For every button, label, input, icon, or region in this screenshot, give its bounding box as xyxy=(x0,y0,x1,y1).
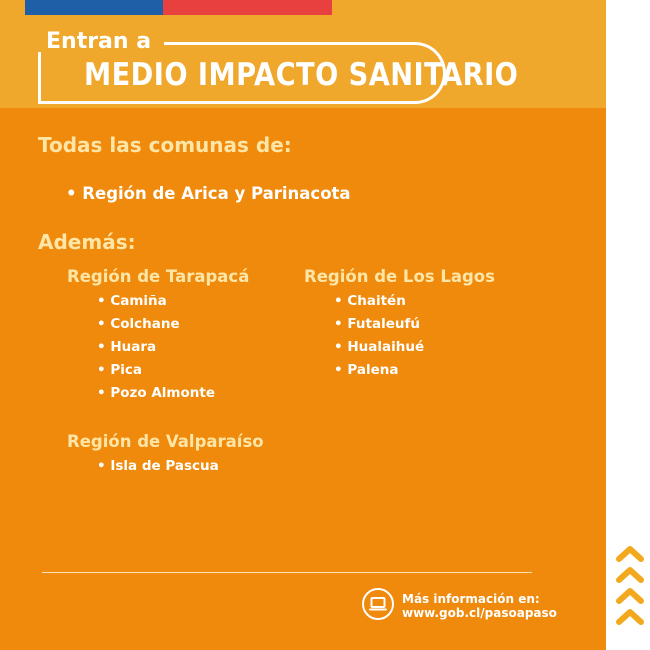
list-item: • Palena xyxy=(334,362,399,378)
intro-label: Entran a xyxy=(46,29,152,54)
list-item: • Pozo Almonte xyxy=(97,385,215,401)
flag-stripe-red xyxy=(163,0,332,15)
region-heading-los-lagos: Región de Los Lagos xyxy=(304,267,495,286)
page-title: MEDIO IMPACTO SANITARIO xyxy=(84,57,519,93)
footer-divider xyxy=(42,572,532,573)
info-url[interactable]: www.gob.cl/pasoapaso xyxy=(402,606,557,620)
also-heading: Además: xyxy=(38,230,136,254)
list-item: • Camiña xyxy=(97,293,167,309)
list-item: • Colchane xyxy=(97,316,180,332)
chevron-up-icon xyxy=(614,543,646,633)
list-item: • Huara xyxy=(97,339,157,355)
region-heading-tarapaca: Región de Tarapacá xyxy=(67,267,250,286)
region-heading-valparaiso: Región de Valparaíso xyxy=(67,432,264,451)
info-label: Más información en: xyxy=(402,592,540,606)
list-item: • Futaleufú xyxy=(334,316,420,332)
list-item: • Pica xyxy=(97,362,142,378)
all-communes-heading: Todas las comunas de: xyxy=(38,133,292,157)
list-item: • Isla de Pascua xyxy=(97,458,219,474)
laptop-icon xyxy=(362,588,394,620)
flag-stripe-blue xyxy=(25,0,163,15)
list-item: • Región de Arica y Parinacota xyxy=(66,184,351,203)
list-item: • Hualaihué xyxy=(334,339,425,355)
list-item: • Chaitén xyxy=(334,293,406,309)
